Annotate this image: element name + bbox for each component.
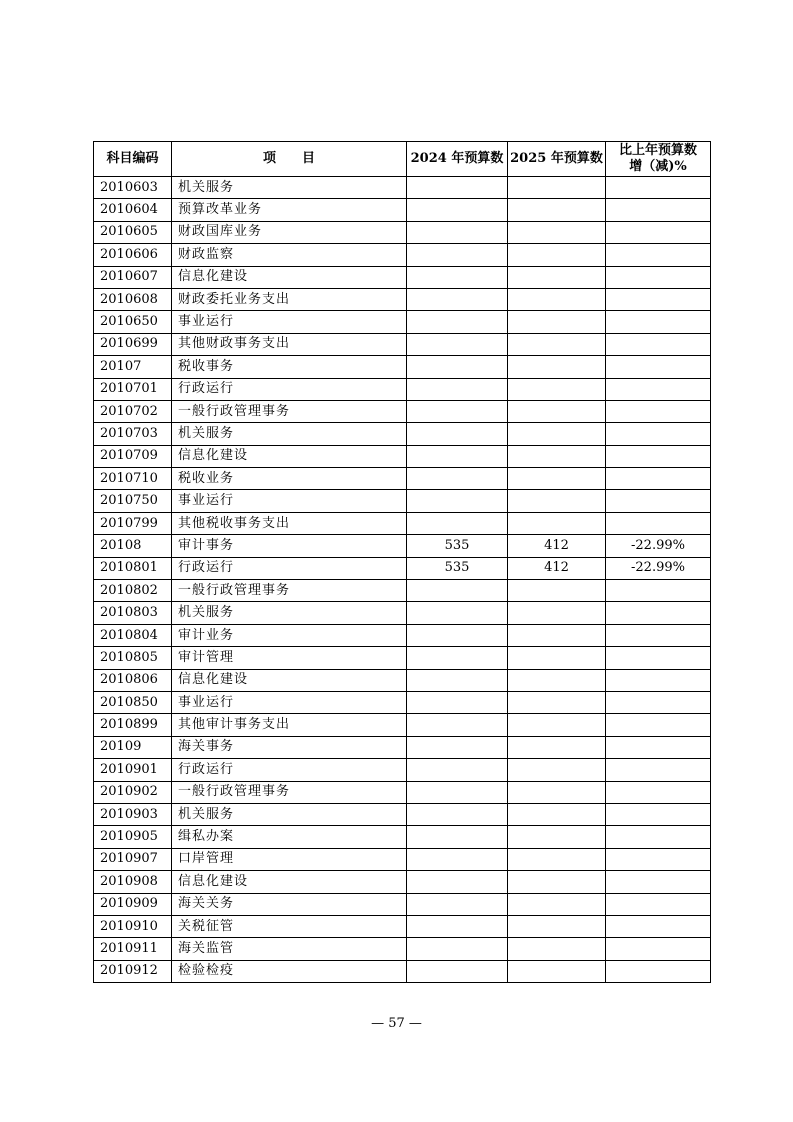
row-budget-2024-cell xyxy=(407,333,508,355)
row-budget-2024-cell xyxy=(407,177,508,199)
row-change-cell xyxy=(606,356,711,378)
row-budget-2025-cell xyxy=(508,647,606,669)
row-budget-2024-cell xyxy=(407,826,508,848)
table-row xyxy=(94,378,711,400)
row-item-cell: 机关服务 xyxy=(172,803,407,825)
table-row xyxy=(94,826,711,848)
row-item-cell: 检验检疫 xyxy=(172,960,407,982)
row-item-cell: 机关服务 xyxy=(172,602,407,624)
row-budget-2024-cell xyxy=(407,915,508,937)
row-code-cell: 2010699 xyxy=(94,333,172,355)
table-row xyxy=(94,333,711,355)
row-budget-2025-cell: 412 xyxy=(508,535,606,557)
row-budget-2025-cell xyxy=(508,378,606,400)
row-change-cell xyxy=(606,400,711,422)
row-item-cell: 行政运行 xyxy=(172,557,407,579)
row-change-cell xyxy=(606,311,711,333)
row-budget-2024-cell xyxy=(407,624,508,646)
row-budget-2024-cell xyxy=(407,423,508,445)
row-change-cell xyxy=(606,288,711,310)
row-budget-2024-cell xyxy=(407,960,508,982)
row-budget-2024-cell xyxy=(407,848,508,870)
table-row xyxy=(94,445,711,467)
row-change-cell xyxy=(606,714,711,736)
row-budget-2024-cell: 535 xyxy=(407,535,508,557)
row-budget-2024-cell xyxy=(407,669,508,691)
row-code-cell: 2010908 xyxy=(94,871,172,893)
table-row xyxy=(94,199,711,221)
row-item-cell: 其他税收事务支出 xyxy=(172,512,407,534)
row-code-cell: 2010909 xyxy=(94,893,172,915)
table-row xyxy=(94,311,711,333)
table-row xyxy=(94,177,711,199)
row-budget-2024-cell xyxy=(407,400,508,422)
row-code-cell: 2010911 xyxy=(94,938,172,960)
row-item-cell: 信息化建设 xyxy=(172,669,407,691)
header-budget-2025: 2025 年预算数 xyxy=(508,142,606,177)
row-change-cell xyxy=(606,960,711,982)
row-item-cell: 海关监管 xyxy=(172,938,407,960)
row-budget-2025-cell xyxy=(508,333,606,355)
row-budget-2024-cell xyxy=(407,490,508,512)
row-change-cell xyxy=(606,803,711,825)
row-budget-2024-cell xyxy=(407,311,508,333)
row-budget-2025-cell xyxy=(508,221,606,243)
table-row xyxy=(94,266,711,288)
row-change-cell: -22.99% xyxy=(606,557,711,579)
row-budget-2025-cell xyxy=(508,893,606,915)
row-code-cell: 2010709 xyxy=(94,445,172,467)
row-change-cell xyxy=(606,602,711,624)
row-budget-2024-cell xyxy=(407,759,508,781)
row-code-cell: 2010902 xyxy=(94,781,172,803)
row-item-cell: 审计管理 xyxy=(172,647,407,669)
row-item-cell: 信息化建设 xyxy=(172,871,407,893)
row-budget-2025-cell xyxy=(508,848,606,870)
row-change-cell xyxy=(606,893,711,915)
row-budget-2024-cell xyxy=(407,803,508,825)
row-item-cell: 缉私办案 xyxy=(172,826,407,848)
row-budget-2025-cell xyxy=(508,602,606,624)
table-row xyxy=(94,647,711,669)
header-row xyxy=(94,142,711,177)
row-budget-2025-cell xyxy=(508,826,606,848)
table-row xyxy=(94,781,711,803)
row-budget-2025-cell xyxy=(508,803,606,825)
row-change-cell xyxy=(606,490,711,512)
row-budget-2024-cell xyxy=(407,199,508,221)
page-number: — 57 — xyxy=(371,1016,422,1031)
row-budget-2024-cell xyxy=(407,221,508,243)
row-budget-2024-cell xyxy=(407,445,508,467)
row-budget-2024-cell xyxy=(407,871,508,893)
table-row xyxy=(94,803,711,825)
table-row xyxy=(94,602,711,624)
table-row xyxy=(94,221,711,243)
row-item-cell: 税收事务 xyxy=(172,356,407,378)
row-budget-2025-cell xyxy=(508,445,606,467)
row-change-cell xyxy=(606,669,711,691)
row-code-cell: 2010903 xyxy=(94,803,172,825)
row-code-cell: 2010806 xyxy=(94,669,172,691)
row-budget-2025-cell xyxy=(508,199,606,221)
row-code-cell: 2010899 xyxy=(94,714,172,736)
table-header xyxy=(94,142,711,177)
row-budget-2024-cell xyxy=(407,468,508,490)
row-item-cell: 事业运行 xyxy=(172,490,407,512)
row-item-cell: 其他审计事务支出 xyxy=(172,714,407,736)
row-budget-2024-cell: 535 xyxy=(407,557,508,579)
row-code-cell: 2010801 xyxy=(94,557,172,579)
row-item-cell: 机关服务 xyxy=(172,423,407,445)
row-change-cell xyxy=(606,221,711,243)
row-item-cell: 海关事务 xyxy=(172,736,407,758)
row-code-cell: 2010803 xyxy=(94,602,172,624)
row-budget-2025-cell xyxy=(508,960,606,982)
row-budget-2025-cell xyxy=(508,915,606,937)
row-budget-2024-cell xyxy=(407,736,508,758)
row-code-cell: 2010603 xyxy=(94,177,172,199)
table-row xyxy=(94,423,711,445)
row-code-cell: 2010702 xyxy=(94,400,172,422)
row-change-cell xyxy=(606,445,711,467)
row-item-cell: 机关服务 xyxy=(172,177,407,199)
table-row xyxy=(94,356,711,378)
row-budget-2025-cell xyxy=(508,938,606,960)
row-change-cell xyxy=(606,512,711,534)
row-budget-2025-cell xyxy=(508,177,606,199)
table-row xyxy=(94,938,711,960)
row-code-cell: 2010910 xyxy=(94,915,172,937)
table-row xyxy=(94,736,711,758)
row-code-cell: 2010802 xyxy=(94,580,172,602)
table-row xyxy=(94,848,711,870)
row-item-cell: 一般行政管理事务 xyxy=(172,400,407,422)
table-row xyxy=(94,714,711,736)
row-code-cell: 2010912 xyxy=(94,960,172,982)
row-budget-2025-cell xyxy=(508,356,606,378)
row-code-cell: 2010710 xyxy=(94,468,172,490)
row-code-cell: 2010750 xyxy=(94,490,172,512)
row-budget-2025-cell xyxy=(508,244,606,266)
row-change-cell xyxy=(606,691,711,713)
row-budget-2024-cell xyxy=(407,580,508,602)
row-budget-2025-cell xyxy=(508,871,606,893)
row-item-cell: 海关关务 xyxy=(172,893,407,915)
row-budget-2024-cell xyxy=(407,602,508,624)
row-change-cell xyxy=(606,333,711,355)
row-code-cell: 2010901 xyxy=(94,759,172,781)
row-item-cell: 行政运行 xyxy=(172,378,407,400)
row-code-cell: 2010650 xyxy=(94,311,172,333)
row-budget-2024-cell xyxy=(407,781,508,803)
row-change-cell xyxy=(606,199,711,221)
table-row xyxy=(94,580,711,602)
row-budget-2025-cell xyxy=(508,714,606,736)
row-budget-2025-cell xyxy=(508,423,606,445)
row-budget-2025-cell xyxy=(508,512,606,534)
row-code-cell: 2010701 xyxy=(94,378,172,400)
row-budget-2024-cell xyxy=(407,714,508,736)
row-change-cell xyxy=(606,468,711,490)
table-row xyxy=(94,893,711,915)
table-body xyxy=(94,177,711,983)
row-item-cell: 信息化建设 xyxy=(172,266,407,288)
row-budget-2024-cell xyxy=(407,938,508,960)
row-budget-2025-cell xyxy=(508,759,606,781)
header-item: 项 目 xyxy=(172,142,407,177)
row-budget-2024-cell xyxy=(407,647,508,669)
row-code-cell: 20109 xyxy=(94,736,172,758)
row-item-cell: 一般行政管理事务 xyxy=(172,580,407,602)
row-code-cell: 2010804 xyxy=(94,624,172,646)
row-budget-2025-cell xyxy=(508,580,606,602)
row-budget-2025-cell xyxy=(508,288,606,310)
row-item-cell: 审计业务 xyxy=(172,624,407,646)
row-change-cell xyxy=(606,266,711,288)
row-code-cell: 2010703 xyxy=(94,423,172,445)
row-code-cell: 2010799 xyxy=(94,512,172,534)
row-item-cell: 事业运行 xyxy=(172,311,407,333)
row-budget-2025-cell xyxy=(508,624,606,646)
table-row xyxy=(94,960,711,982)
header-change xyxy=(606,142,711,177)
row-budget-2024-cell xyxy=(407,356,508,378)
row-change-cell xyxy=(606,736,711,758)
row-budget-2024-cell xyxy=(407,893,508,915)
row-budget-2025-cell xyxy=(508,781,606,803)
table-row xyxy=(94,244,711,266)
row-budget-2024-cell xyxy=(407,378,508,400)
row-item-cell: 一般行政管理事务 xyxy=(172,781,407,803)
row-budget-2024-cell xyxy=(407,244,508,266)
row-item-cell: 口岸管理 xyxy=(172,848,407,870)
row-budget-2025-cell xyxy=(508,468,606,490)
row-budget-2025-cell xyxy=(508,490,606,512)
table-row xyxy=(94,669,711,691)
table-row xyxy=(94,871,711,893)
table-row xyxy=(94,512,711,534)
header-code: 科目编码 xyxy=(94,142,172,177)
row-change-cell xyxy=(606,848,711,870)
row-change-cell xyxy=(606,580,711,602)
row-budget-2024-cell xyxy=(407,512,508,534)
row-item-cell: 财政委托业务支出 xyxy=(172,288,407,310)
row-budget-2025-cell xyxy=(508,669,606,691)
row-budget-2024-cell xyxy=(407,288,508,310)
row-change-cell xyxy=(606,244,711,266)
header-change-line2: 增（减)% xyxy=(629,159,687,174)
row-budget-2025-cell xyxy=(508,400,606,422)
row-code-cell: 2010905 xyxy=(94,826,172,848)
row-item-cell: 预算改革业务 xyxy=(172,199,407,221)
row-item-cell: 税收业务 xyxy=(172,468,407,490)
row-item-cell: 审计事务 xyxy=(172,535,407,557)
row-budget-2024-cell xyxy=(407,691,508,713)
row-item-cell: 关税征管 xyxy=(172,915,407,937)
row-code-cell: 2010805 xyxy=(94,647,172,669)
row-item-cell: 其他财政事务支出 xyxy=(172,333,407,355)
row-change-cell xyxy=(606,624,711,646)
table-row xyxy=(94,624,711,646)
row-change-cell xyxy=(606,781,711,803)
row-budget-2024-cell xyxy=(407,266,508,288)
table-row xyxy=(94,400,711,422)
row-change-cell xyxy=(606,647,711,669)
row-change-cell: -22.99% xyxy=(606,535,711,557)
row-item-cell: 财政国库业务 xyxy=(172,221,407,243)
row-budget-2025-cell: 412 xyxy=(508,557,606,579)
table-row xyxy=(94,915,711,937)
row-budget-2025-cell xyxy=(508,736,606,758)
row-change-cell xyxy=(606,759,711,781)
row-change-cell xyxy=(606,177,711,199)
row-change-cell xyxy=(606,938,711,960)
row-budget-2025-cell xyxy=(508,691,606,713)
row-change-cell xyxy=(606,378,711,400)
row-code-cell: 2010608 xyxy=(94,288,172,310)
row-code-cell: 2010604 xyxy=(94,199,172,221)
row-change-cell xyxy=(606,826,711,848)
table-row xyxy=(94,557,711,579)
table-row xyxy=(94,288,711,310)
row-item-cell: 事业运行 xyxy=(172,691,407,713)
header-budget-2024: 2024 年预算数 xyxy=(407,142,508,177)
table-row xyxy=(94,759,711,781)
table-row xyxy=(94,691,711,713)
row-code-cell: 2010607 xyxy=(94,266,172,288)
row-code-cell: 20108 xyxy=(94,535,172,557)
row-budget-2025-cell xyxy=(508,311,606,333)
table-row xyxy=(94,490,711,512)
row-code-cell: 2010606 xyxy=(94,244,172,266)
budget-table xyxy=(93,141,711,983)
row-item-cell: 信息化建设 xyxy=(172,445,407,467)
row-code-cell: 2010850 xyxy=(94,691,172,713)
table-row xyxy=(94,535,711,557)
row-change-cell xyxy=(606,871,711,893)
row-code-cell: 2010605 xyxy=(94,221,172,243)
table-row xyxy=(94,468,711,490)
row-code-cell: 20107 xyxy=(94,356,172,378)
row-item-cell: 行政运行 xyxy=(172,759,407,781)
header-change-line1: 比上年预算数 xyxy=(618,143,697,158)
row-budget-2025-cell xyxy=(508,266,606,288)
row-code-cell: 2010907 xyxy=(94,848,172,870)
row-change-cell xyxy=(606,423,711,445)
row-item-cell: 财政监察 xyxy=(172,244,407,266)
row-change-cell xyxy=(606,915,711,937)
